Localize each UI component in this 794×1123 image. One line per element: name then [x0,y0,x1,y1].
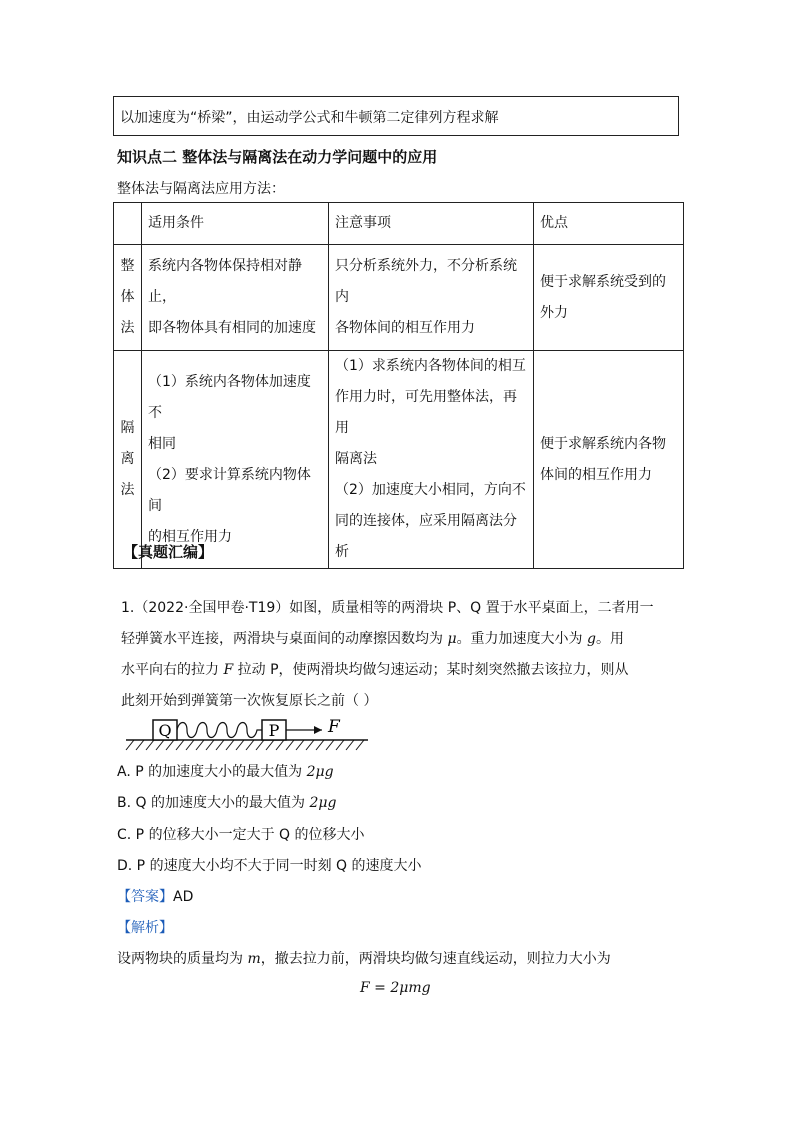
equation: F = 2μmg [360,980,431,996]
answer-line [117,886,193,906]
method-summary-box [113,96,679,136]
table-header-condition: 适用条件 [142,203,329,245]
table-header-blank [114,203,142,245]
cell-notes-whole: 只分析系统外力，不分析系统内 各物体间的相互作用力 [329,245,534,351]
mu-symbol: μ [447,631,457,647]
table-row-whole-method [114,245,684,351]
methods-table [113,202,684,569]
cell-condition-whole: 系统内各物体保持相对静止， 即各物体具有相同的加速度 [142,245,329,351]
cell-advantage-isolation: 便于求解系统内各物 体间的相互作用力 [534,351,684,569]
explanation-tag: 【解析】 [117,920,173,936]
block-p-label: P [268,721,280,740]
option-c: C. P 的位移大小一定大于 Q 的位移大小 [117,827,365,843]
g-symbol: g [587,631,596,647]
intro-text: 整体法与隔离法应用方法： [117,181,285,197]
force-arrowhead [314,726,322,734]
spring [177,723,262,738]
question-source: （2022·全国甲卷·T19） [134,600,290,616]
surface-hatching [126,740,364,750]
table-header-row [114,203,684,245]
block-q-label: Q [158,721,172,740]
answer-value: AD [173,889,194,905]
knowledge-point-heading: 知识点二 整体法与隔离法在动力学问题中的应用 [117,148,438,166]
spring-blocks-figure [122,716,372,754]
question-number: 1. [121,600,135,616]
force-symbol: F [223,662,234,678]
table-header-advantage: 优点 [534,203,684,245]
table-row-isolation-method [114,351,684,569]
method-summary-text: 以加速度为“桥梁”，由运动学公式和牛顿第二定律列方程求解 [120,110,499,126]
section-title: 【真题汇编】 [123,543,214,561]
option-a: A. P 的加速度大小的最大值为 2μg [117,764,334,780]
explanation-text: 设两物块的质量均为 m，撤去拉力前，两滑块均做匀速直线运动，则拉力大小为 [117,951,611,967]
answer-tag: 【答案】 [117,889,173,905]
table-header-notes: 注意事项 [329,203,534,245]
row-name-whole: 整 体 法 [114,245,142,351]
option-b: B. Q 的加速度大小的最大值为 2μg [117,795,337,811]
question-text: 1.（2022·全国甲卷·T19）如图，质量相等的两滑块 P、Q 置于水平桌面上，二者用一 轻弹簧水平连接，两滑块与桌面间的动摩擦因数均为 μ。重力加速度大小为 g。用 水平向右的拉力 F 拉动 P，使两滑块均做匀速运动；某时刻突然撤去该拉力，则从 此刻开始到弹簧第一次恢复原长之前（ ） [121,600,654,709]
option-d: D. P 的速度大小均不大于同一时刻 Q 的速度大小 [117,858,422,874]
row-name-isolation: 隔 离 法 [114,351,142,569]
cell-condition-isolation: （1）系统内各物体加速度不 相同 （2）要求计算系统内物体间 的相互作用力 [142,351,329,569]
cell-advantage-whole: 便于求解系统受到的 外力 [534,245,684,351]
force-label: F [328,717,340,737]
cell-notes-isolation: （1）求系统内各物体间的相互 作用力时，可先用整体法，再用 隔离法 （2）加速度大小相同，方向不 同的连接体，应采用隔离法分析 [329,351,534,569]
